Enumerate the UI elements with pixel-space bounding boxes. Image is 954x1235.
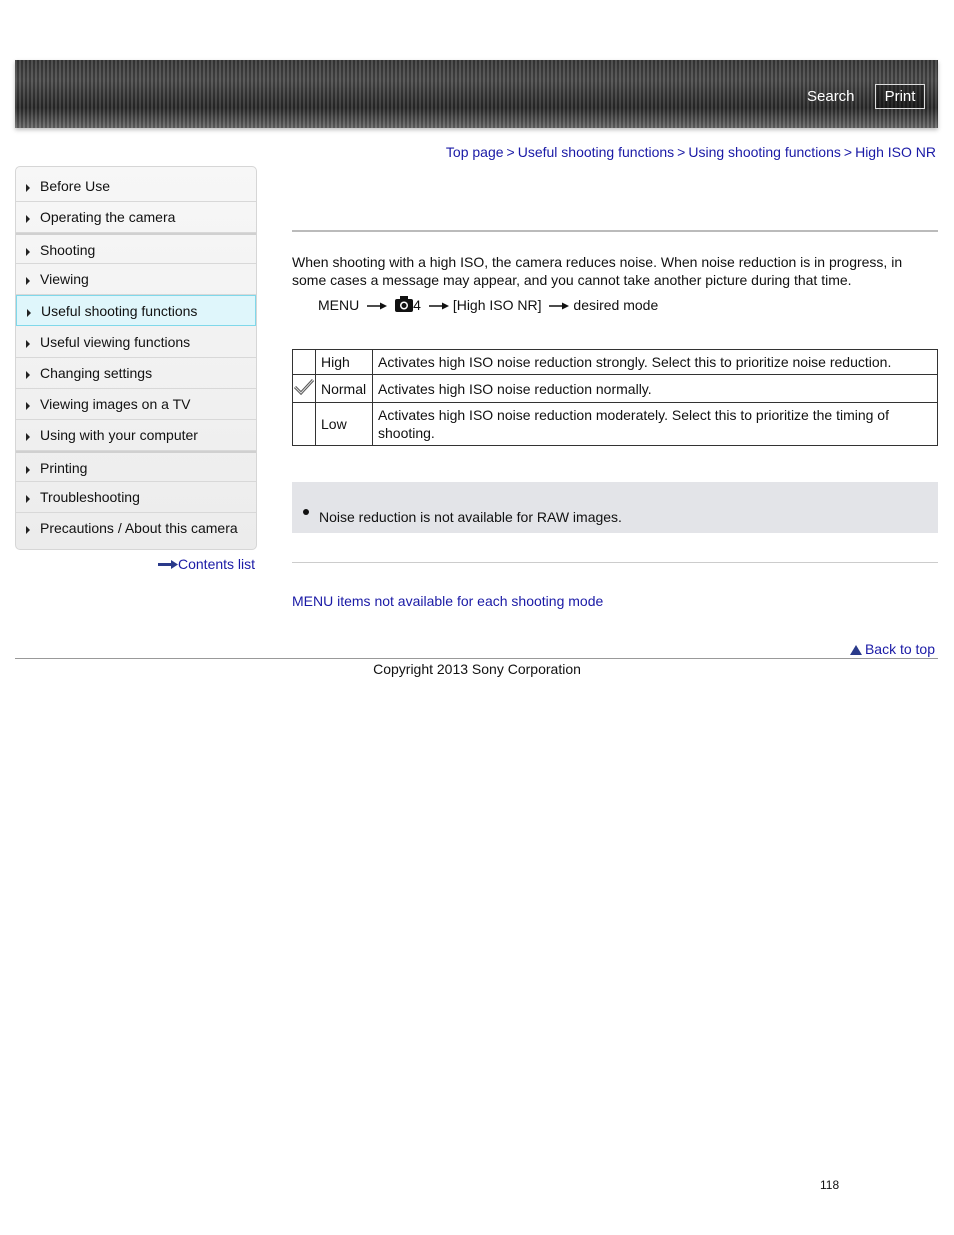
default-cell: [293, 375, 316, 403]
caret-right-icon: [26, 371, 30, 379]
checkmark-icon: [293, 378, 315, 396]
camera-icon: [395, 296, 413, 312]
related-topic-link[interactable]: MENU items not available for each shooting mode: [292, 593, 604, 609]
bullet-icon: [303, 509, 309, 515]
breadcrumb-separator: >: [677, 144, 686, 160]
modes-table: [292, 349, 938, 446]
search-link[interactable]: Search: [807, 88, 855, 105]
caret-right-icon: [26, 466, 30, 474]
table-row: [293, 375, 938, 403]
contents-list-label: Contents list: [178, 556, 256, 572]
arrow-right-icon: [429, 301, 449, 311]
breadcrumb-separator: >: [843, 144, 853, 160]
sidebar-item-useful-shooting-functions[interactable]: [16, 295, 256, 326]
mode-description: Activates high ISO noise reduction normally.: [373, 375, 938, 403]
sidebar-item-label: Viewing: [40, 271, 89, 287]
header-bar: [15, 60, 938, 128]
sidebar-item-label: Printing: [40, 460, 88, 476]
sidebar-item-printing[interactable]: [16, 451, 256, 482]
sidebar-item-label: Precautions / About this camera: [40, 520, 238, 536]
breadcrumb-high-iso-nr[interactable]: High ISO NR: [855, 144, 936, 160]
table-row: [293, 403, 938, 446]
sidebar-item-using-with-your-computer[interactable]: [16, 420, 256, 451]
sidebar-item-label: Shooting: [40, 242, 96, 258]
menu-path: [318, 296, 658, 313]
menu-label: MENU: [318, 297, 360, 313]
sidebar-item-label: Useful shooting functions: [41, 303, 198, 319]
sidebar-item-label: Operating the camera: [40, 209, 176, 225]
related-divider: [292, 562, 938, 563]
mode-description: Activates high ISO noise reduction moderately. Select this to prioritize the timing of shooting.: [373, 403, 938, 446]
page-number: 118: [820, 1178, 840, 1192]
contents-list-link[interactable]: [158, 556, 255, 572]
sidebar-item-precautions[interactable]: [16, 513, 256, 544]
copyright-text: Copyright 2013 Sony Corporation: [373, 661, 581, 677]
caret-right-icon: [26, 277, 30, 285]
sidebar-item-label: Useful viewing functions: [40, 334, 191, 350]
arrow-right-icon: [367, 301, 387, 311]
mode-name: Normal: [316, 375, 373, 403]
breadcrumb: [446, 144, 936, 160]
breadcrumb-using-shooting-functions[interactable]: Using shooting functions: [688, 144, 841, 160]
caret-right-icon: [27, 309, 31, 317]
sidebar-item-label: Before Use: [40, 178, 111, 194]
default-cell: [293, 403, 316, 446]
menu-target-label: desired mode: [573, 297, 659, 313]
mode-description: Activates high ISO noise reduction strongly. Select this to prioritize noise reduction.: [373, 350, 938, 375]
triangle-up-icon: [850, 645, 862, 655]
sidebar-item-troubleshooting[interactable]: [16, 482, 256, 513]
sidebar-item-label: Changing settings: [40, 365, 153, 381]
menu-item-label: [High ISO NR]: [452, 297, 542, 313]
caret-right-icon: [26, 402, 30, 410]
sidebar-item-shooting[interactable]: [16, 233, 256, 264]
sidebar-item-viewing-images-on-a-tv[interactable]: [16, 389, 256, 420]
menu-tab-number: 4: [413, 297, 421, 313]
caret-right-icon: [26, 248, 30, 256]
intro-text: When shooting with a high ISO, the camera reduces noise. When noise reduction is in progress, in some cases a message may appear, and you cannot take another picture during that time.: [292, 254, 903, 288]
arrow-right-icon: [158, 560, 178, 570]
caret-right-icon: [26, 433, 30, 441]
caret-right-icon: [26, 340, 30, 348]
mode-name: Low: [316, 403, 373, 446]
sidebar-item-before-use[interactable]: [16, 171, 256, 202]
back-to-top-link[interactable]: [850, 641, 935, 657]
breadcrumb-top-page[interactable]: Top page: [445, 144, 504, 160]
arrow-right-icon: [549, 301, 569, 311]
table-row: [293, 350, 938, 375]
breadcrumb-separator: >: [506, 144, 515, 160]
sidebar-item-viewing[interactable]: [16, 264, 256, 295]
mode-name: High: [316, 350, 373, 375]
footer-divider: [15, 658, 938, 659]
caret-right-icon: [26, 184, 30, 192]
caret-right-icon: [26, 526, 30, 534]
sidebar-item-label: Troubleshooting: [40, 489, 140, 505]
note-box: [292, 482, 938, 533]
sidebar-item-changing-settings[interactable]: [16, 358, 256, 389]
default-cell: [293, 350, 316, 375]
sidebar-item-label: Viewing images on a TV: [40, 396, 191, 412]
sidebar-item-operating-the-camera[interactable]: [16, 202, 256, 233]
sidebar-item-useful-viewing-functions[interactable]: [16, 327, 256, 358]
note-text: Noise reduction is not available for RAW images.: [319, 509, 622, 525]
sidebar-nav: [15, 166, 257, 550]
title-divider: [292, 230, 938, 232]
sidebar-item-label: Using with your computer: [40, 427, 198, 443]
print-button[interactable]: Print: [875, 84, 925, 109]
caret-right-icon: [26, 215, 30, 223]
back-to-top-label: Back to top: [864, 641, 935, 657]
caret-right-icon: [26, 495, 30, 503]
breadcrumb-useful-shooting-functions[interactable]: Useful shooting functions: [517, 144, 675, 160]
